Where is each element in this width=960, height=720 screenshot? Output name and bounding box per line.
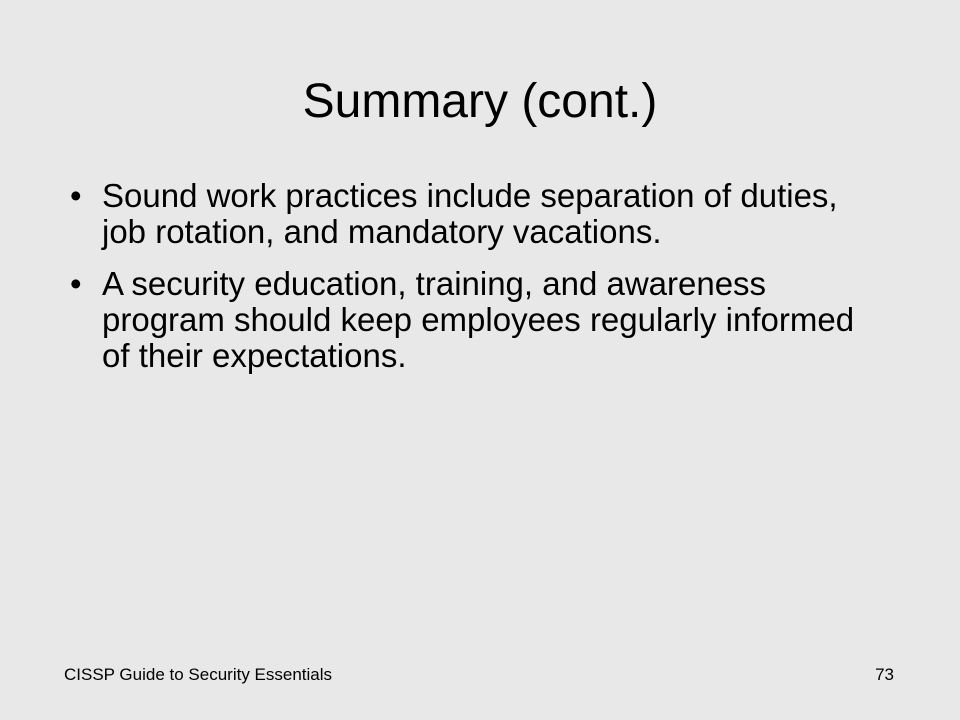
footer-page-number: 73 [875, 665, 894, 684]
bullet-list [64, 178, 884, 390]
bullet-text: A security education, training, and awareness program should keep employees regularly informed of their expectations. [102, 265, 855, 374]
slide-title: Summary (cont.) [302, 75, 658, 128]
bullet-item [64, 266, 884, 374]
bullet-item [64, 178, 884, 250]
bullet-icon: • [70, 177, 82, 214]
bullet-text: Sound work practices include separation of duties, job rotation, and mandatory vacations. [102, 177, 838, 250]
footer-source: CISSP Guide to Security Essentials [64, 665, 333, 684]
bullet-icon: • [70, 265, 82, 302]
